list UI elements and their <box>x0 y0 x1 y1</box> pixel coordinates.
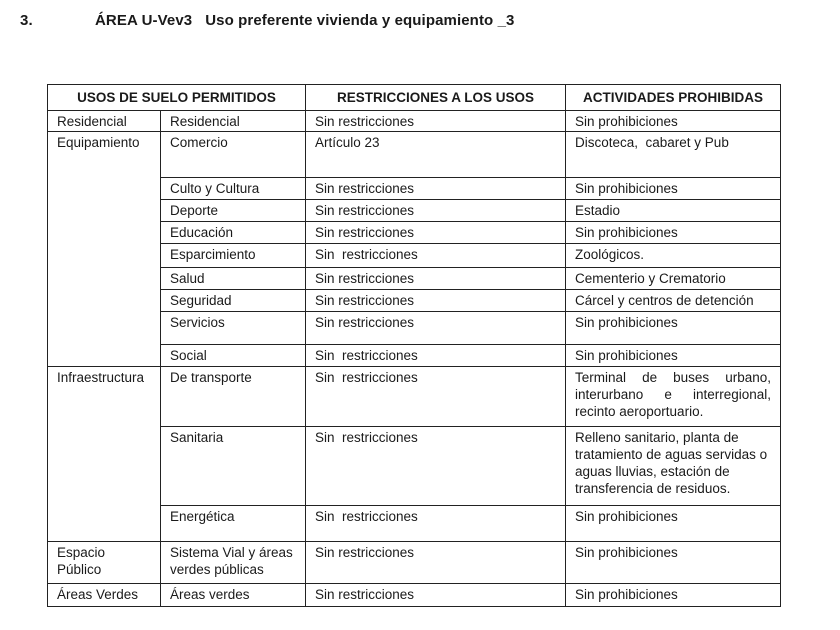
use-cell: Comercio <box>161 132 306 178</box>
use-cell: Social <box>161 345 306 367</box>
category-cell: Residencial <box>48 111 161 132</box>
use-cell: Esparcimiento <box>161 244 306 268</box>
prohibition-cell: Sin prohibiciones <box>566 312 781 345</box>
category-cell: Infraestructura <box>48 367 161 542</box>
prohibition-cell: Cárcel y centros de detención <box>566 290 781 312</box>
header-prohibited: ACTIVIDADES PROHIBIDAS <box>566 85 781 111</box>
use-cell: Sistema Vial y áreas verdes públicas <box>161 542 306 584</box>
use-cell: Áreas verdes <box>161 584 306 607</box>
prohibition-cell: Sin prohibiciones <box>566 345 781 367</box>
area-description: Uso preferente vivienda y equipamiento _3 <box>205 12 515 29</box>
section-number: 3. <box>20 12 33 29</box>
use-cell: Deporte <box>161 200 306 222</box>
table-row <box>48 111 781 132</box>
use-cell: De transporte <box>161 367 306 427</box>
prohibition-cell: Estadio <box>566 200 781 222</box>
prohibition-cell: Sin prohibiciones <box>566 584 781 607</box>
table-row <box>48 542 781 584</box>
prohibition-cell: Sin prohibiciones <box>566 178 781 200</box>
prohibition-cell: Sin prohibiciones <box>566 542 781 584</box>
restriction-cell: Sin restricciones <box>306 268 566 290</box>
table-row <box>48 367 781 427</box>
prohibition-cell: Zoológicos. <box>566 244 781 268</box>
use-cell: Seguridad <box>161 290 306 312</box>
use-cell: Residencial <box>161 111 306 132</box>
header-row <box>48 85 781 111</box>
use-cell: Sanitaria <box>161 427 306 506</box>
prohibition-cell: Relleno sanitario, planta de tratamiento de aguas servidas o aguas lluvias, estación de transferencia de residuos. <box>566 427 781 506</box>
restriction-cell: Sin restricciones <box>306 111 566 132</box>
page-title <box>20 12 514 29</box>
restriction-cell: Sin restricciones <box>306 345 566 367</box>
restriction-cell: Sin restricciones <box>306 312 566 345</box>
land-use-table <box>47 84 781 607</box>
category-cell: Equipamiento <box>48 132 161 367</box>
table-row <box>48 584 781 607</box>
header-restrictions: RESTRICCIONES A LOS USOS <box>306 85 566 111</box>
restriction-cell: Sin restricciones <box>306 584 566 607</box>
restriction-cell: Sin restricciones <box>306 200 566 222</box>
category-cell: Espacio Público <box>48 542 161 584</box>
header-permitted-uses: USOS DE SUELO PERMITIDOS <box>48 85 306 111</box>
prohibition-cell: Sin prohibiciones <box>566 111 781 132</box>
prohibition-cell: Discoteca, cabaret y Pub <box>566 132 781 178</box>
restriction-cell: Sin restricciones <box>306 427 566 506</box>
restriction-cell: Sin restricciones <box>306 222 566 244</box>
prohibition-cell: Terminal de buses urbano, interurbano e interregional, recinto aeroportuario. <box>566 367 781 427</box>
table-row <box>48 132 781 178</box>
use-cell: Educación <box>161 222 306 244</box>
prohibition-cell: Cementerio y Crematorio <box>566 268 781 290</box>
category-cell: Áreas Verdes <box>48 584 161 607</box>
restriction-cell: Sin restricciones <box>306 542 566 584</box>
use-cell: Salud <box>161 268 306 290</box>
restriction-cell: Sin restricciones <box>306 290 566 312</box>
restriction-cell: Sin restricciones <box>306 367 566 427</box>
area-code: ÁREA U-Vev3 <box>95 12 193 29</box>
restriction-cell: Sin restricciones <box>306 178 566 200</box>
use-cell: Culto y Cultura <box>161 178 306 200</box>
use-cell: Servicios <box>161 312 306 345</box>
restriction-cell: Sin restricciones <box>306 506 566 542</box>
restriction-cell: Artículo 23 <box>306 132 566 178</box>
restriction-cell: Sin restricciones <box>306 244 566 268</box>
prohibition-cell: Sin prohibiciones <box>566 506 781 542</box>
prohibition-cell: Sin prohibiciones <box>566 222 781 244</box>
use-cell: Energética <box>161 506 306 542</box>
